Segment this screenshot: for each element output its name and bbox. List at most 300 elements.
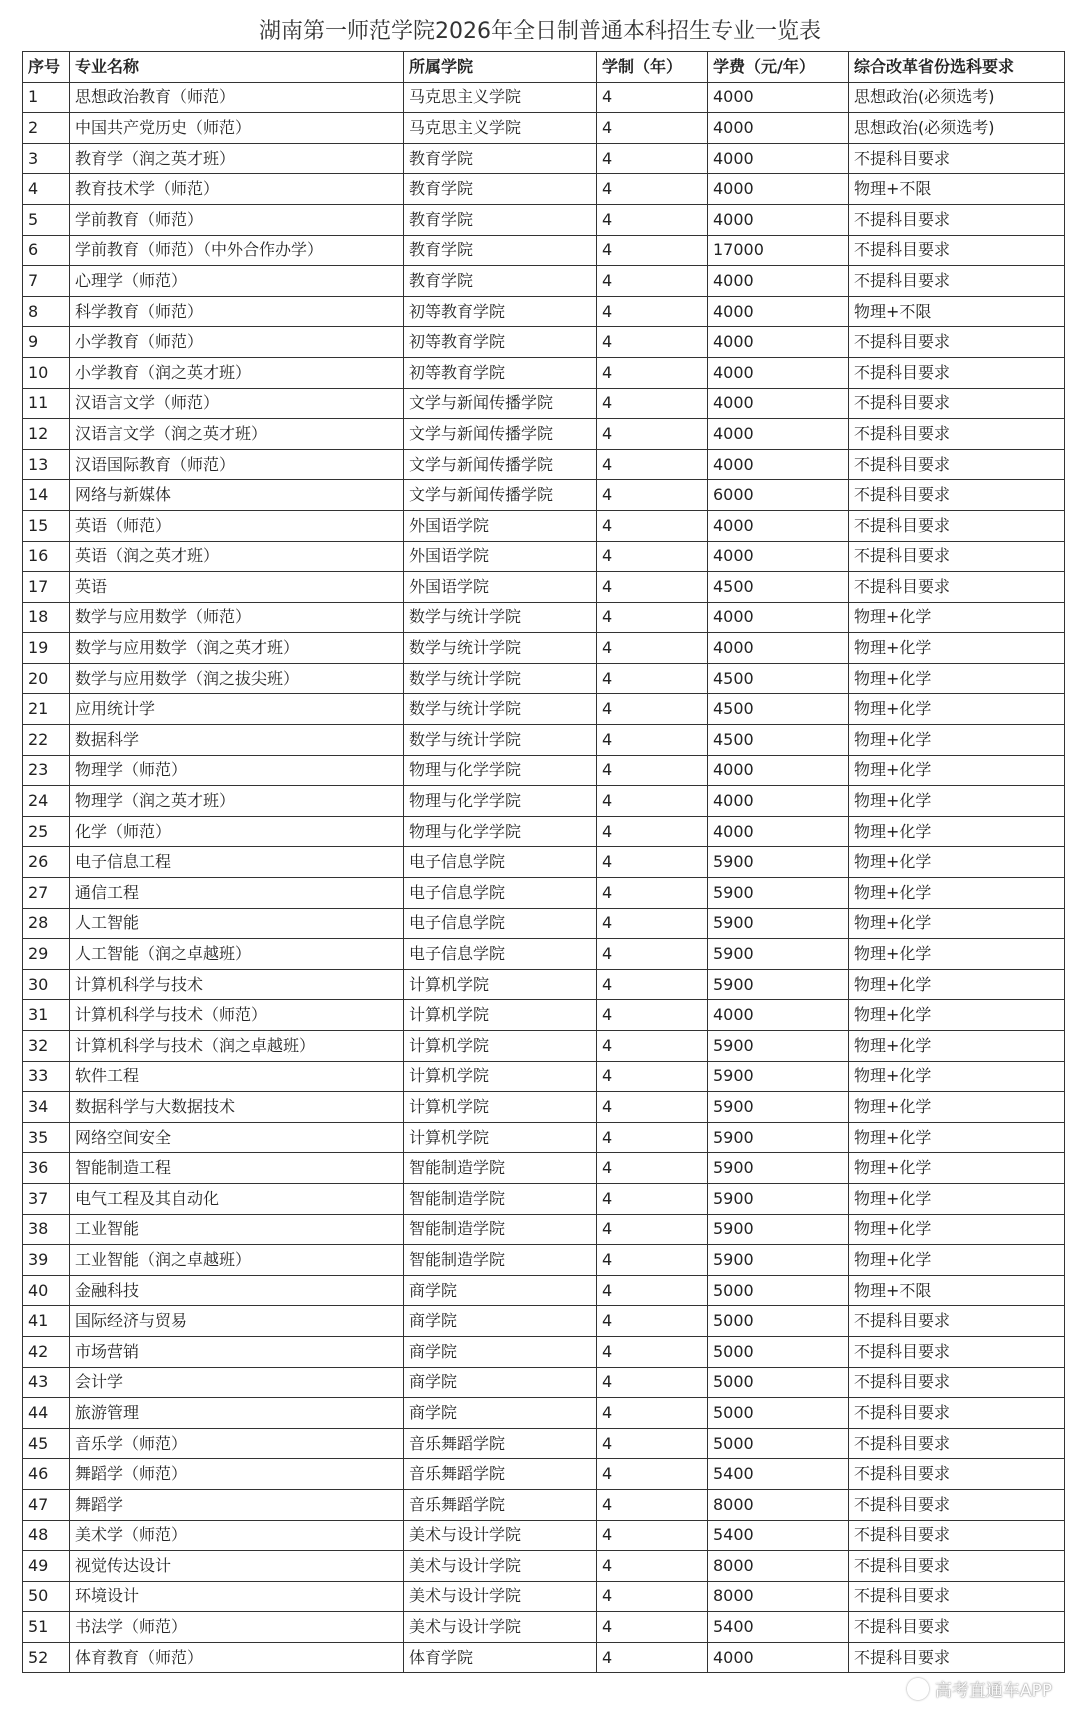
cell-college: 智能制造学院	[404, 1245, 597, 1276]
cell-major-name: 学前教育（师范）	[70, 204, 404, 235]
cell-duration: 4	[597, 939, 708, 970]
cell-major-name: 数学与应用数学（师范）	[70, 602, 404, 633]
cell-college: 教育学院	[404, 266, 597, 297]
cell-duration: 4	[597, 908, 708, 939]
table-row	[23, 541, 1065, 572]
cell-subject-requirement: 物理+化学	[849, 1183, 1065, 1214]
table-row	[23, 1428, 1065, 1459]
table-row	[23, 1275, 1065, 1306]
cell-duration: 4	[597, 602, 708, 633]
cell-tuition: 4000	[708, 816, 849, 847]
cell-index: 14	[23, 480, 70, 511]
cell-duration: 4	[597, 1520, 708, 1551]
cell-subject-requirement: 物理+化学	[849, 1000, 1065, 1031]
cell-duration: 4	[597, 1214, 708, 1245]
cell-subject-requirement: 物理+不限	[849, 296, 1065, 327]
cell-duration: 4	[597, 572, 708, 603]
table-row	[23, 1336, 1065, 1367]
cell-index: 32	[23, 1031, 70, 1062]
cell-tuition: 4000	[708, 602, 849, 633]
table-row	[23, 755, 1065, 786]
cell-college: 电子信息学院	[404, 878, 597, 909]
cell-index: 21	[23, 694, 70, 725]
cell-subject-requirement: 物理+化学	[849, 847, 1065, 878]
cell-major-name: 工业智能	[70, 1214, 404, 1245]
cell-tuition: 4000	[708, 419, 849, 450]
cell-tuition: 4500	[708, 572, 849, 603]
table-row	[23, 878, 1065, 909]
cell-duration: 4	[597, 388, 708, 419]
cell-college: 美术与设计学院	[404, 1551, 597, 1582]
cell-major-name: 通信工程	[70, 878, 404, 909]
cell-duration: 4	[597, 1612, 708, 1643]
cell-index: 29	[23, 939, 70, 970]
cell-college: 文学与新闻传播学院	[404, 419, 597, 450]
table-row	[23, 419, 1065, 450]
cell-subject-requirement: 不提科目要求	[849, 449, 1065, 480]
cell-tuition: 5000	[708, 1306, 849, 1337]
table-row	[23, 480, 1065, 511]
cell-index: 2	[23, 113, 70, 144]
cell-major-name: 舞蹈学	[70, 1489, 404, 1520]
header-duration: 学制（年）	[597, 52, 708, 83]
cell-index: 37	[23, 1183, 70, 1214]
cell-major-name: 教育技术学（师范）	[70, 174, 404, 205]
cell-duration: 4	[597, 113, 708, 144]
cell-duration: 4	[597, 480, 708, 511]
cell-subject-requirement: 物理+化学	[849, 816, 1065, 847]
cell-major-name: 人工智能（润之卓越班）	[70, 939, 404, 970]
table-row	[23, 1367, 1065, 1398]
cell-college: 物理与化学学院	[404, 816, 597, 847]
cell-subject-requirement: 物理+化学	[849, 1245, 1065, 1276]
cell-subject-requirement: 不提科目要求	[849, 541, 1065, 572]
table-row	[23, 663, 1065, 694]
table-row	[23, 602, 1065, 633]
cell-subject-requirement: 物理+化学	[849, 755, 1065, 786]
table-row	[23, 633, 1065, 664]
cell-duration: 4	[597, 296, 708, 327]
cell-index: 12	[23, 419, 70, 450]
majors-table	[22, 51, 1065, 1673]
cell-major-name: 小学教育（师范）	[70, 327, 404, 358]
cell-index: 51	[23, 1612, 70, 1643]
cell-index: 31	[23, 1000, 70, 1031]
cell-index: 24	[23, 786, 70, 817]
cell-index: 39	[23, 1245, 70, 1276]
table-row	[23, 1612, 1065, 1643]
cell-major-name: 小学教育（润之英才班）	[70, 357, 404, 388]
cell-subject-requirement: 不提科目要求	[849, 327, 1065, 358]
cell-index: 33	[23, 1061, 70, 1092]
cell-college: 电子信息学院	[404, 908, 597, 939]
page-title: 湖南第一师范学院2026年全日制普通本科招生专业一览表	[259, 19, 821, 44]
cell-index: 42	[23, 1336, 70, 1367]
cell-major-name: 书法学（师范）	[70, 1612, 404, 1643]
cell-college: 文学与新闻传播学院	[404, 480, 597, 511]
cell-subject-requirement: 不提科目要求	[849, 388, 1065, 419]
cell-duration: 4	[597, 235, 708, 266]
cell-major-name: 心理学（师范）	[70, 266, 404, 297]
cell-college: 数学与统计学院	[404, 725, 597, 756]
cell-major-name: 数据科学	[70, 725, 404, 756]
cell-major-name: 数学与应用数学（润之英才班）	[70, 633, 404, 664]
cell-major-name: 体育教育（师范）	[70, 1642, 404, 1673]
table-row	[23, 1153, 1065, 1184]
table-row	[23, 1520, 1065, 1551]
cell-index: 17	[23, 572, 70, 603]
cell-tuition: 5900	[708, 847, 849, 878]
cell-tuition: 5400	[708, 1612, 849, 1643]
table-row	[23, 1122, 1065, 1153]
table-row	[23, 388, 1065, 419]
header-college: 所属学院	[404, 52, 597, 83]
table-row	[23, 235, 1065, 266]
cell-duration: 4	[597, 1428, 708, 1459]
table-row	[23, 266, 1065, 297]
cell-tuition: 4000	[708, 1642, 849, 1673]
cell-subject-requirement: 物理+化学	[849, 908, 1065, 939]
cell-tuition: 8000	[708, 1581, 849, 1612]
cell-subject-requirement: 不提科目要求	[849, 235, 1065, 266]
cell-college: 美术与设计学院	[404, 1581, 597, 1612]
cell-index: 3	[23, 143, 70, 174]
cell-duration: 4	[597, 266, 708, 297]
cell-college: 电子信息学院	[404, 847, 597, 878]
cell-college: 计算机学院	[404, 1092, 597, 1123]
cell-college: 数学与统计学院	[404, 602, 597, 633]
cell-subject-requirement: 思想政治(必须选考)	[849, 113, 1065, 144]
cell-tuition: 4000	[708, 82, 849, 113]
table-header-row	[23, 52, 1065, 83]
cell-major-name: 软件工程	[70, 1061, 404, 1092]
cell-tuition: 5900	[708, 1183, 849, 1214]
cell-index: 1	[23, 82, 70, 113]
cell-subject-requirement: 物理+化学	[849, 1122, 1065, 1153]
cell-college: 物理与化学学院	[404, 786, 597, 817]
cell-subject-requirement: 不提科目要求	[849, 1551, 1065, 1582]
header-index: 序号	[23, 52, 70, 83]
cell-college: 智能制造学院	[404, 1183, 597, 1214]
cell-duration: 4	[597, 1000, 708, 1031]
cell-index: 36	[23, 1153, 70, 1184]
cell-duration: 4	[597, 1153, 708, 1184]
cell-college: 商学院	[404, 1275, 597, 1306]
cell-tuition: 4000	[708, 510, 849, 541]
cell-tuition: 5400	[708, 1520, 849, 1551]
cell-major-name: 英语（师范）	[70, 510, 404, 541]
cell-index: 10	[23, 357, 70, 388]
cell-subject-requirement: 物理+化学	[849, 1031, 1065, 1062]
cell-tuition: 5900	[708, 878, 849, 909]
cell-duration: 4	[597, 847, 708, 878]
cell-college: 教育学院	[404, 204, 597, 235]
cell-major-name: 中国共产党历史（师范）	[70, 113, 404, 144]
watermark-text: 高考直通车APP	[934, 1681, 1052, 1701]
cell-college: 美术与设计学院	[404, 1612, 597, 1643]
cell-major-name: 网络空间安全	[70, 1122, 404, 1153]
cell-college: 商学院	[404, 1336, 597, 1367]
cell-subject-requirement: 不提科目要求	[849, 572, 1065, 603]
cell-tuition: 4000	[708, 204, 849, 235]
table-body	[23, 82, 1065, 1673]
cell-college: 计算机学院	[404, 969, 597, 1000]
cell-major-name: 视觉传达设计	[70, 1551, 404, 1582]
cell-duration: 4	[597, 143, 708, 174]
cell-duration: 4	[597, 204, 708, 235]
cell-subject-requirement: 不提科目要求	[849, 1336, 1065, 1367]
cell-duration: 4	[597, 1551, 708, 1582]
cell-subject-requirement: 不提科目要求	[849, 143, 1065, 174]
cell-tuition: 5000	[708, 1367, 849, 1398]
cell-index: 52	[23, 1642, 70, 1673]
table-row	[23, 572, 1065, 603]
cell-tuition: 5900	[708, 1061, 849, 1092]
cell-index: 30	[23, 969, 70, 1000]
cell-major-name: 学前教育（师范）（中外合作办学）	[70, 235, 404, 266]
cell-index: 35	[23, 1122, 70, 1153]
cell-subject-requirement: 不提科目要求	[849, 510, 1065, 541]
cell-duration: 4	[597, 419, 708, 450]
cell-major-name: 旅游管理	[70, 1398, 404, 1429]
cell-duration: 4	[597, 1336, 708, 1367]
cell-college: 数学与统计学院	[404, 633, 597, 664]
cell-major-name: 汉语国际教育（师范）	[70, 449, 404, 480]
cell-duration: 4	[597, 1183, 708, 1214]
cell-tuition: 5900	[708, 969, 849, 1000]
cell-tuition: 5400	[708, 1459, 849, 1490]
cell-college: 音乐舞蹈学院	[404, 1428, 597, 1459]
cell-tuition: 5900	[708, 1092, 849, 1123]
cell-subject-requirement: 不提科目要求	[849, 357, 1065, 388]
cell-duration: 4	[597, 1122, 708, 1153]
cell-major-name: 环境设计	[70, 1581, 404, 1612]
cell-index: 15	[23, 510, 70, 541]
cell-subject-requirement: 不提科目要求	[849, 1306, 1065, 1337]
cell-index: 22	[23, 725, 70, 756]
cell-duration: 4	[597, 1031, 708, 1062]
cell-index: 16	[23, 541, 70, 572]
cell-tuition: 5900	[708, 1031, 849, 1062]
cell-tuition: 5000	[708, 1275, 849, 1306]
header-major-name: 专业名称	[70, 52, 404, 83]
cell-duration: 4	[597, 755, 708, 786]
cell-major-name: 汉语言文学（润之英才班）	[70, 419, 404, 450]
cell-college: 教育学院	[404, 235, 597, 266]
cell-subject-requirement: 物理+化学	[849, 694, 1065, 725]
table-row	[23, 1642, 1065, 1673]
cell-college: 智能制造学院	[404, 1153, 597, 1184]
cell-major-name: 网络与新媒体	[70, 480, 404, 511]
cell-tuition: 5900	[708, 1122, 849, 1153]
cell-duration: 4	[597, 663, 708, 694]
cell-duration: 4	[597, 82, 708, 113]
cell-subject-requirement: 物理+化学	[849, 1153, 1065, 1184]
cell-index: 44	[23, 1398, 70, 1429]
cell-major-name: 教育学（润之英才班）	[70, 143, 404, 174]
cell-subject-requirement: 不提科目要求	[849, 1398, 1065, 1429]
cell-subject-requirement: 物理+化学	[849, 663, 1065, 694]
cell-college: 商学院	[404, 1367, 597, 1398]
table-row	[23, 1459, 1065, 1490]
table-row	[23, 725, 1065, 756]
table-row	[23, 847, 1065, 878]
cell-major-name: 金融科技	[70, 1275, 404, 1306]
table-row	[23, 1214, 1065, 1245]
cell-major-name: 舞蹈学（师范）	[70, 1459, 404, 1490]
table-row	[23, 82, 1065, 113]
cell-index: 7	[23, 266, 70, 297]
table-row	[23, 1061, 1065, 1092]
cell-tuition: 4000	[708, 633, 849, 664]
cell-index: 19	[23, 633, 70, 664]
cell-tuition: 5000	[708, 1428, 849, 1459]
cell-college: 教育学院	[404, 174, 597, 205]
table-row	[23, 1398, 1065, 1429]
cell-college: 外国语学院	[404, 510, 597, 541]
cell-index: 46	[23, 1459, 70, 1490]
table-row	[23, 204, 1065, 235]
table-row	[23, 174, 1065, 205]
cell-major-name: 电子信息工程	[70, 847, 404, 878]
table-row	[23, 1551, 1065, 1582]
cell-college: 商学院	[404, 1398, 597, 1429]
cell-major-name: 音乐学（师范）	[70, 1428, 404, 1459]
cell-major-name: 英语（润之英才班）	[70, 541, 404, 572]
table-row	[23, 969, 1065, 1000]
cell-index: 25	[23, 816, 70, 847]
table-row	[23, 510, 1065, 541]
cell-subject-requirement: 不提科目要求	[849, 1581, 1065, 1612]
cell-duration: 4	[597, 694, 708, 725]
cell-index: 40	[23, 1275, 70, 1306]
cell-subject-requirement: 不提科目要求	[849, 419, 1065, 450]
cell-college: 物理与化学学院	[404, 755, 597, 786]
cell-tuition: 4000	[708, 755, 849, 786]
table-row	[23, 113, 1065, 144]
cell-college: 初等教育学院	[404, 327, 597, 358]
cell-major-name: 思想政治教育（师范）	[70, 82, 404, 113]
cell-subject-requirement: 物理+化学	[849, 878, 1065, 909]
cell-subject-requirement: 物理+化学	[849, 969, 1065, 1000]
cell-index: 5	[23, 204, 70, 235]
cell-tuition: 4000	[708, 1000, 849, 1031]
cell-tuition: 4000	[708, 327, 849, 358]
cell-major-name: 计算机科学与技术（师范）	[70, 1000, 404, 1031]
cell-tuition: 5900	[708, 939, 849, 970]
cell-college: 智能制造学院	[404, 1214, 597, 1245]
cell-tuition: 4000	[708, 541, 849, 572]
cell-index: 6	[23, 235, 70, 266]
table-row	[23, 296, 1065, 327]
cell-index: 28	[23, 908, 70, 939]
cell-major-name: 计算机科学与技术（润之卓越班）	[70, 1031, 404, 1062]
cell-college: 马克思主义学院	[404, 82, 597, 113]
cell-major-name: 数据科学与大数据技术	[70, 1092, 404, 1123]
cell-duration: 4	[597, 1398, 708, 1429]
cell-index: 47	[23, 1489, 70, 1520]
cell-tuition: 5000	[708, 1336, 849, 1367]
cell-major-name: 物理学（润之英才班）	[70, 786, 404, 817]
cell-major-name: 汉语言文学（师范）	[70, 388, 404, 419]
cell-subject-requirement: 不提科目要求	[849, 480, 1065, 511]
cell-college: 文学与新闻传播学院	[404, 449, 597, 480]
cell-index: 49	[23, 1551, 70, 1582]
table-row	[23, 816, 1065, 847]
cell-subject-requirement: 思想政治(必须选考)	[849, 82, 1065, 113]
cell-subject-requirement: 物理+化学	[849, 786, 1065, 817]
cell-tuition: 5900	[708, 908, 849, 939]
cell-college: 计算机学院	[404, 1122, 597, 1153]
cell-major-name: 应用统计学	[70, 694, 404, 725]
cell-college: 外国语学院	[404, 572, 597, 603]
cell-college: 电子信息学院	[404, 939, 597, 970]
table-row	[23, 939, 1065, 970]
table-row	[23, 1000, 1065, 1031]
cell-duration: 4	[597, 510, 708, 541]
watermark	[907, 1676, 1052, 1701]
header-tuition: 学费（元/年）	[708, 52, 849, 83]
cell-index: 50	[23, 1581, 70, 1612]
cell-tuition: 8000	[708, 1551, 849, 1582]
cell-subject-requirement: 物理+不限	[849, 174, 1065, 205]
cell-subject-requirement: 物理+不限	[849, 1275, 1065, 1306]
cell-college: 教育学院	[404, 143, 597, 174]
cell-tuition: 4500	[708, 694, 849, 725]
cell-index: 13	[23, 449, 70, 480]
cell-subject-requirement: 不提科目要求	[849, 204, 1065, 235]
cell-subject-requirement: 不提科目要求	[849, 1367, 1065, 1398]
cell-tuition: 6000	[708, 480, 849, 511]
cell-tuition: 4000	[708, 388, 849, 419]
cell-subject-requirement: 物理+化学	[849, 939, 1065, 970]
cell-college: 商学院	[404, 1306, 597, 1337]
cell-index: 43	[23, 1367, 70, 1398]
cell-subject-requirement: 不提科目要求	[849, 1612, 1065, 1643]
cell-index: 34	[23, 1092, 70, 1123]
cell-college: 初等教育学院	[404, 357, 597, 388]
cell-duration: 4	[597, 357, 708, 388]
table-row	[23, 357, 1065, 388]
cell-index: 20	[23, 663, 70, 694]
cell-college: 马克思主义学院	[404, 113, 597, 144]
cell-duration: 4	[597, 725, 708, 756]
cell-tuition: 4000	[708, 266, 849, 297]
cell-tuition: 4000	[708, 449, 849, 480]
cell-college: 美术与设计学院	[404, 1520, 597, 1551]
cell-tuition: 4000	[708, 296, 849, 327]
cell-duration: 4	[597, 174, 708, 205]
cell-index: 38	[23, 1214, 70, 1245]
cell-duration: 4	[597, 541, 708, 572]
cell-duration: 4	[597, 969, 708, 1000]
cell-subject-requirement: 不提科目要求	[849, 266, 1065, 297]
cell-subject-requirement: 物理+化学	[849, 633, 1065, 664]
cell-subject-requirement: 不提科目要求	[849, 1520, 1065, 1551]
table-row	[23, 449, 1065, 480]
cell-index: 8	[23, 296, 70, 327]
cell-college: 音乐舞蹈学院	[404, 1489, 597, 1520]
cell-tuition: 4500	[708, 725, 849, 756]
cell-index: 41	[23, 1306, 70, 1337]
cell-tuition: 5900	[708, 1214, 849, 1245]
cell-duration: 4	[597, 786, 708, 817]
table-row	[23, 1183, 1065, 1214]
cell-duration: 4	[597, 1092, 708, 1123]
cell-college: 音乐舞蹈学院	[404, 1459, 597, 1490]
cell-college: 计算机学院	[404, 1031, 597, 1062]
cell-tuition: 8000	[708, 1489, 849, 1520]
